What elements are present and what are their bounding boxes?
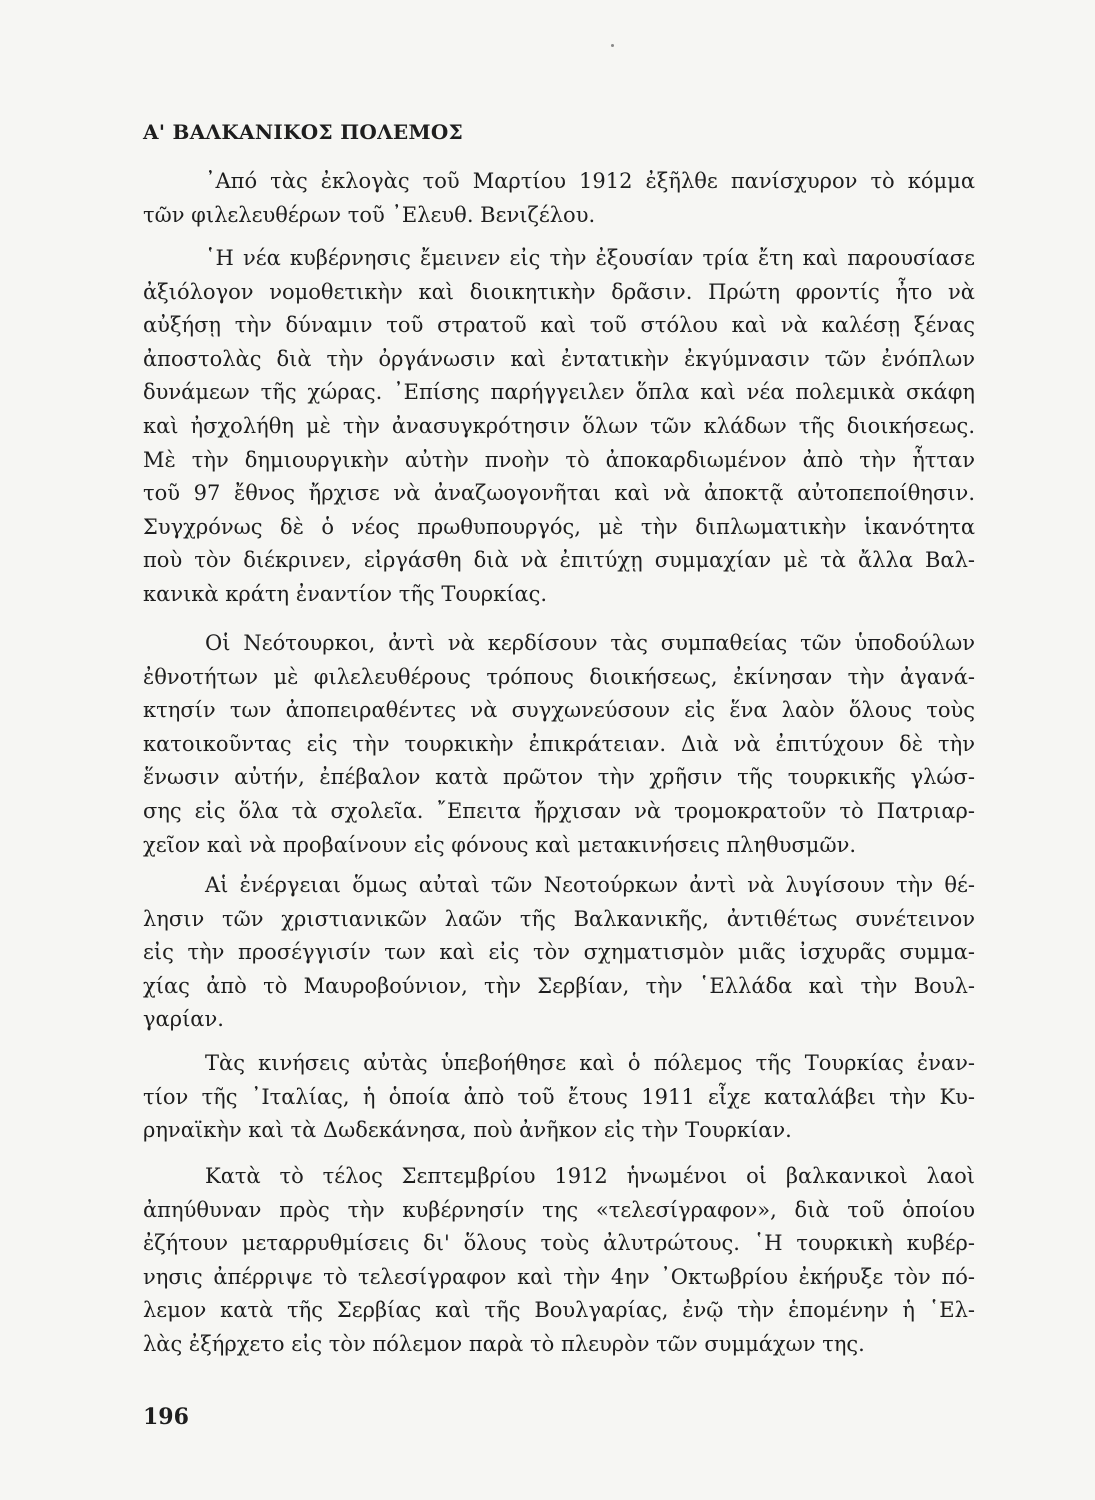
text-line: εἰς τὴν προσέγγισίν των καὶ εἰς τὸν σχηματισμὸν μιᾶς ἰσχυρᾶς συμμα- — [143, 940, 975, 965]
text-line: ἕνωσιν αὐτήν, ἐπέβαλον κατὰ πρῶτον τὴν χρῆσιν τῆς τουρκικῆς γλώσ- — [143, 765, 975, 790]
text-line: δυνάμεων τῆς χώρας. ᾿Επίσης παρήγγειλεν ὅπλα καὶ νέα πολεμικὰ σκάφη — [143, 380, 975, 405]
page-number: 196 — [143, 1404, 189, 1430]
text-line: νησις ἀπέρριψε τὸ τελεσίγραφον καὶ τὴν 4ην ᾿Οκτωβρίου ἐκήρυξε τὸν πό- — [143, 1264, 975, 1289]
text-line: Μὲ τὴν δημιουργικὴν αὐτὴν πνοὴν τὸ ἀποκαρδιωμένον ἀπὸ τὴν ἧτταν — [143, 447, 975, 472]
text-line: καὶ ἠσχολήθη μὲ τὴν ἀνασυγκρότησιν ὅλων τῶν κλάδων τῆς διοικήσεως. — [143, 414, 975, 438]
text-line: κανικὰ κράτη ἐναντίον τῆς Τουρκίας. — [143, 582, 548, 606]
text-line: ᾿Από τὰς ἐκλογὰς τοῦ Μαρτίου 1912 ἐξῆλθε πανίσχυρον τὸ κόμμα — [205, 169, 975, 193]
text-line: ἐζήτουν μεταρρυθμίσεις δι' ὅλους τοὺς ἀλυτρώτους. ῾Η τουρκικὴ κυβέρ- — [143, 1231, 975, 1256]
text-line: ρηναϊκὴν καὶ τὰ Δωδεκάνησα, ποὺ ἀνῆκον εἰς τὴν Τουρκίαν. — [143, 1118, 792, 1143]
chapter-heading: Α' ΒΑΛΚΑΝΙΚΟΣ ΠΟΛΕΜΟΣ — [143, 120, 464, 144]
text-line: τῶν φιλελευθέρων τοῦ ᾿Ελευθ. Βενιζέλου. — [143, 202, 596, 227]
text-line: ποὺ τὸν διέκρινεν, εἰργάσθη διὰ νὰ ἐπιτύχῃ συμμαχίαν μὲ τὰ ἄλλα Βαλ- — [143, 548, 975, 573]
text-line: ἐθνοτήτων μὲ φιλελευθέρους τρόπους διοικήσεως, ἐκίνησαν τὴν ἀγανά- — [143, 664, 975, 689]
text-line: Αἱ ἐνέργειαι ὅμως αὐταὶ τῶν Νεοτούρκων ἀντὶ νὰ λυγίσουν τὴν θέ- — [205, 873, 975, 897]
text-line: γαρίαν. — [143, 1007, 224, 1032]
text-line: τίον τῆς ᾿Ιταλίας, ἡ ὁποία ἀπὸ τοῦ ἔτους 1911 εἶχε καταλάβει τὴν Κυ- — [143, 1084, 975, 1109]
text-line: Οἱ Νεότουρκοι, ἀντὶ νὰ κερδίσουν τὰς συμπαθείας τῶν ὑποδούλων — [205, 631, 975, 655]
text-line: κατοικοῦντας εἰς τὴν τουρκικὴν ἐπικράτειαν. Διὰ νὰ ἐπιτύχουν δὲ τὴν — [143, 731, 975, 756]
text-line: σης εἰς ὅλα τὰ σχολεῖα. ῎Επειτα ἤρχισαν νὰ τρομοκρατοῦν τὸ Πατριαρ- — [143, 799, 975, 823]
text-line: ῾Η νέα κυβέρνησις ἔμεινεν εἰς τὴν ἐξουσίαν τρία ἔτη καὶ παρουσίασε — [205, 246, 975, 270]
text-line: ἀπηύθυναν πρὸς τὴν κυβέρνησίν της «τελεσίγραφον», διὰ τοῦ ὁποίου — [143, 1197, 975, 1222]
scan-speck — [611, 44, 614, 47]
text-line: αὐξήσῃ τὴν δύναμιν τοῦ στρατοῦ καὶ τοῦ στόλου καὶ νὰ καλέσῃ ξένας — [143, 313, 975, 338]
text-line: λησιν τῶν χριστιανικῶν λαῶν τῆς Βαλκανικῆς, ἀντιθέτως συνέτεινον — [143, 906, 975, 931]
text-line: κτησίν των ἀποπειραθέντες νὰ συγχωνεύσουν εἰς ἕνα λαὸν ὅλους τοὺς — [143, 698, 975, 723]
text-line: λεμον κατὰ τῆς Σερβίας καὶ τῆς Βουλγαρίας, ἐνῷ τὴν ἑπομένην ἡ ῾Ελ- — [143, 1298, 975, 1323]
text-line: Τὰς κινήσεις αὐτὰς ὑπεβοήθησε καὶ ὁ πόλεμος τῆς Τουρκίας ἐναν- — [205, 1051, 975, 1075]
text-line: λὰς ἐξήρχετο εἰς τὸν πόλεμον παρὰ τὸ πλευρὸν τῶν συμμάχων της. — [143, 1332, 865, 1356]
text-line: ἀξιόλογον νομοθετικὴν καὶ διοικητικὴν δρᾶσιν. Πρώτη φροντίς ἦτο νὰ — [143, 279, 975, 304]
text-line: τοῦ 97 ἔθνος ἤρχισε νὰ ἀναζωογονῆται καὶ νὰ ἀποκτᾷ αὐτοπεποίθησιν. — [143, 481, 975, 506]
text-line: Κατὰ τὸ τέλος Σεπτεμβρίου 1912 ἡνωμένοι οἱ βαλκανικοὶ λαοὶ — [205, 1164, 975, 1188]
text-line: χίας ἀπὸ τὸ Μαυροβούνιον, τὴν Σερβίαν, τὴν ῾Ελλάδα καὶ τὴν Βουλ- — [143, 973, 975, 998]
text-line: χεῖον καὶ νὰ προβαίνουν εἰς φόνους καὶ μετακινήσεις πληθυσμῶν. — [143, 832, 857, 857]
text-line: ἀποστολὰς διὰ τὴν ὀργάνωσιν καὶ ἐντατικὴν ἐκγύμνασιν τῶν ἐνόπλων — [143, 346, 975, 371]
text-line: Συγχρόνως δὲ ὁ νέος πρωθυπουργός, μὲ τὴν διπλωματικὴν ἱκανότητα — [143, 514, 975, 539]
